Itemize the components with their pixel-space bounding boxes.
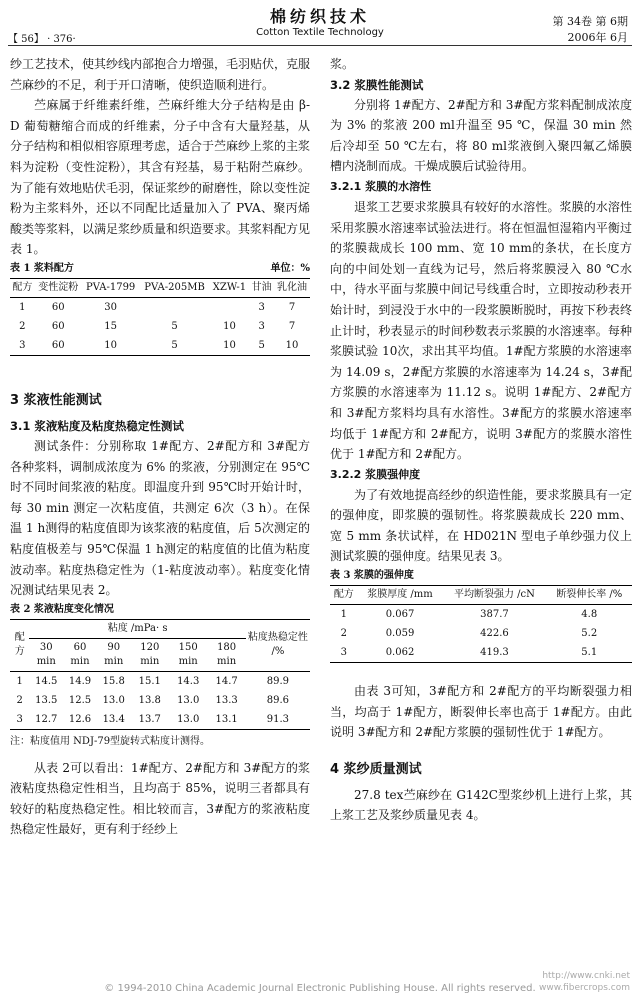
table-caption [330,567,632,585]
table-cell: 5.1 [581,647,598,659]
volume-issue: 第 34卷 第 6期 [552,15,628,28]
table-cell: 1 [340,609,347,621]
spacer [330,663,632,681]
table-header: XZW-1 [210,278,250,297]
table-cell: 4.8 [581,609,598,621]
right-column [330,54,632,826]
table2-title: 表 2 浆液粘度变化情况 [10,603,114,615]
table-cell: 0.062 [385,647,415,659]
watermark-line: http://www.cnki.net [542,971,630,981]
table1-unit: 单位：% [270,262,310,274]
journal-title-en: Cotton Textile Technology [256,27,384,38]
table-cell: 0.067 [385,609,415,621]
section-heading: 4 浆纱质量测试 [330,761,422,777]
table-header: 配方 [330,586,358,605]
table-cell: 13.0 [102,694,125,706]
table-cell: 422.6 [480,628,509,640]
table-cell: 89.9 [266,675,290,687]
table-cell: 12.5 [68,694,92,706]
table-caption [10,260,310,278]
paragraph: 为了有效地提高经纱的织造性能，要求浆膜具有一定的强伸度，即浆膜的强韧性。将浆膜裁成长 220 mm、宽 5 mm 条状试样，在 HD021N 型电子单纱强力仪上测试浆膜的强伸度。结果见表 3。 [330,487,632,564]
table-header: 180 min [207,638,245,671]
table-cell: 60 [51,339,65,351]
subsubsection-heading: 3.2.1 浆膜的水溶性 [330,179,432,193]
table-cell: 10 [223,320,236,332]
table-cell: 13.8 [138,694,161,706]
table-cell: 60 [51,320,65,332]
table-row [330,605,632,625]
page-header [0,0,640,46]
table-row [10,297,310,317]
paragraph: 测试条件：分别称取 1#配方、2#配方和 3#配方各种浆料，调制成浓度为 6% 的浆液，分别测定在 95℃时不同时间浆液的粘度。即温度升到 95℃时开始计时，每 30 min 测定一次粘度值，共测定 6次（3 h）。在保温 1 h测得的粘度值即为该浆液的粘度值，后 5次测定的粘度值极差与 95℃保温 1 h测定的粘度值的比值为粘度波动率。粘度热稳定性为（1-粘度波动率）。粘度变化情况测试结果见表 2。 [10,438,310,598]
spacer [330,743,632,753]
table-header: PVA-205MB [139,278,209,297]
spacer [10,356,310,384]
header-rule [8,45,632,46]
subsection-heading: 3.2 浆膜性能测试 [330,77,424,92]
paragraph: 从表 2可以看出：1#配方、2#配方和 3#配方的浆液粘度热稳定性相当，且均高于 85%，说明三者都具有较好的粘度热稳定性。相比较而言，3#配方的浆液粘度热稳定性最好，更有利于经纱上 [10,760,310,837]
table-header: 浆膜厚度 /mm [358,586,443,605]
table-cell: 3 [19,339,26,351]
table-header: 60 min [63,638,97,671]
table-row [330,624,632,643]
subsubsection-heading: 3.2.2 浆膜强伸度 [330,467,421,481]
table-cell: 10 [223,339,236,351]
paragraph: 27.8 tex苎麻纱在 G142C型浆纱机上进行上浆，其上浆工艺及浆纱质量见表 4。 [330,787,632,823]
table-cell: 14.5 [35,675,58,687]
table-cell: 30 [104,301,117,313]
table-header: 变性淀粉 [35,278,82,297]
issue-info [553,14,629,46]
table-cell: 10 [285,339,299,351]
table-cell: 14.3 [177,675,200,687]
table-cell: 89.6 [266,694,290,706]
table-row [10,691,310,710]
table-cell: 15 [104,320,117,332]
table1-title: 表 1 浆料配方 [10,262,74,274]
table-cell: 91.3 [266,713,290,725]
table-cell: 3 [16,713,23,725]
table3-title: 表 3 浆膜的强伸度 [330,570,414,582]
table-cell: 2 [19,320,26,332]
table-row [10,671,310,691]
table-cell: 3 [258,320,265,332]
table-row [10,336,310,356]
page-number: 【 56】 · 376· [8,34,76,45]
table-row [330,643,632,663]
table-cell: 13.7 [138,713,161,725]
table-3 [330,585,632,663]
table-cell: 387.7 [480,609,509,621]
subsection-heading: 3.1 浆液粘度及粘度热稳定性测试 [10,418,184,433]
paragraph: 纱工艺技术，使其纱线内部抱合力增强，毛羽贴伏，克服苎麻纱的不足，利于开口清晰，使织造顺利进行。 [10,57,311,92]
table-cell: 2 [16,694,23,706]
table-caption [10,601,310,619]
paragraph: 浆。 [330,57,355,71]
table-cell: 5.2 [581,628,598,640]
table-cell: 7 [288,320,296,332]
table-cell: 419.3 [480,647,509,659]
paragraph: 分别将 1#配方、2#配方和 3#配方浆料配制成浓度为 3% 的浆液 200 ml升温至 95 ℃，保温 30 min 然后冷却至 50 ℃左右，将 80 ml浆液倒入聚四氟乙烯膜槽内浇制而成。干燥成膜后试验待用。 [330,97,632,174]
paragraph: 退浆工艺要求浆膜具有较好的水溶性。浆膜的水溶性采用浆膜水溶速率试验法进行。将在恒温恒湿箱内平衡过的浆膜裁成长 100 mm、宽 10 mm的条状，在长度方向的中间处划一直线为记号，然后将浆膜浸入 80 ℃水中，待水平面与浆膜中间记号线重合时，立即按动秒表开始计时，到浸没于水中的一段浆膜断脱时，再按下秒表终止计时，秒表显示的时间秒数表示浆膜的水溶速率。每种浆膜试验 10次，求出其平均值。1#配方浆膜的水溶速率为 14.09 s，2#配方浆膜的水溶速率为 14.24 s，3#配方浆膜的水溶速率为 11.12 s。说明 1#配方、2#配方和 3#配方浆料均具有水溶性。3#配方的浆膜水溶速率均低于 1#配方和 2#配方，说明 3#配方的浆膜水溶性优于 1#配方和 2#配方。 [330,199,632,462]
table-cell: 5 [171,339,178,351]
issue-date: 2006年 6月 [567,31,628,44]
table-header: 150 min [169,638,207,671]
watermark-line: www.fibercrops.com [539,983,630,993]
table-header: 30 min [29,638,63,671]
table-cell: 7 [288,301,296,313]
table-cell: 13.0 [177,694,200,706]
table-header: 断裂伸长率 /% [547,586,632,605]
table-cell: 5 [171,320,178,332]
table-header: 甘油 [249,278,274,297]
table-cell [139,297,209,317]
table-cell: 10 [104,339,117,351]
table-cell: 60 [51,301,65,313]
table-cell: 13.0 [177,713,200,725]
table-header: 配方 [10,619,29,671]
table-cell: 12.6 [68,713,92,725]
table-cell: 15.8 [102,675,125,687]
table-cell: 3 [258,301,265,313]
table-header: 乳化油 [274,278,310,297]
table-note: 注：粘度值用 NDJ-79型旋转式粘度计测得。 [10,735,211,747]
left-column [10,54,310,840]
table-cell: 5 [258,339,265,351]
table-1 [10,278,310,356]
table-header: 90 min [97,638,131,671]
table-cell: 14.7 [215,675,238,687]
table-cell: 0.059 [385,628,415,640]
table-cell: 13.5 [35,694,58,706]
table-cell: 1 [16,675,23,687]
table-cell: 12.7 [35,713,58,725]
paragraph: 苎麻属于纤维素纤维，苎麻纤维大分子结构是由 β-D 葡萄糖缩合而成的纤维素，分子中含有大量羟基，从分子结构和相似相容原理考虑，适合于苎麻纱上浆的主浆料为淀粉（变性淀粉），其含有羟基，易于粘附苎麻纱。为了能有效地贴伏毛羽，保证浆纱的耐磨性，除以变性淀粉为主浆料外，还以不同配比适量加入了 PVA、聚丙烯酸类等浆料，以满足浆纱质量和织造要求。其浆料配方见表 1。 [10,98,311,257]
table-header: 平均断裂强力 /cN [442,586,546,605]
section-heading: 3 浆液性能测试 [10,392,102,408]
table-cell: 1 [19,301,26,313]
table-cell: 2 [340,628,347,640]
table-header: PVA-1799 [82,278,140,297]
table-header: 粘度 /mPa· s [29,619,245,638]
copyright-footer: © 1994-2010 China Academic Journal Electronic Publishing House. All rights reserved. [104,983,536,994]
table-row [10,710,310,730]
table-cell: 15.1 [138,675,161,687]
table-cell: 13.3 [215,694,238,706]
table-cell [210,297,250,317]
table-header: 粘度热稳定性 /% [246,619,310,671]
table-cell: 13.4 [102,713,125,725]
table-2 [10,619,310,730]
journal-title-cn: 棉纺织技术 [269,7,370,26]
paragraph: 由表 3可知，3#配方和 2#配方的平均断裂强力相当，均高于 1#配方，断裂伸长率也高于 1#配方。由此说明 3#配方和 2#配方浆膜的强韧性优于 1#配方。 [330,684,632,740]
table-header: 配方 [10,278,35,297]
table-cell: 13.1 [215,713,238,725]
table-row [10,317,310,336]
table-cell: 14.9 [68,675,92,687]
table-header: 120 min [131,638,169,671]
journal-title [0,4,640,38]
table-cell: 3 [340,647,347,659]
